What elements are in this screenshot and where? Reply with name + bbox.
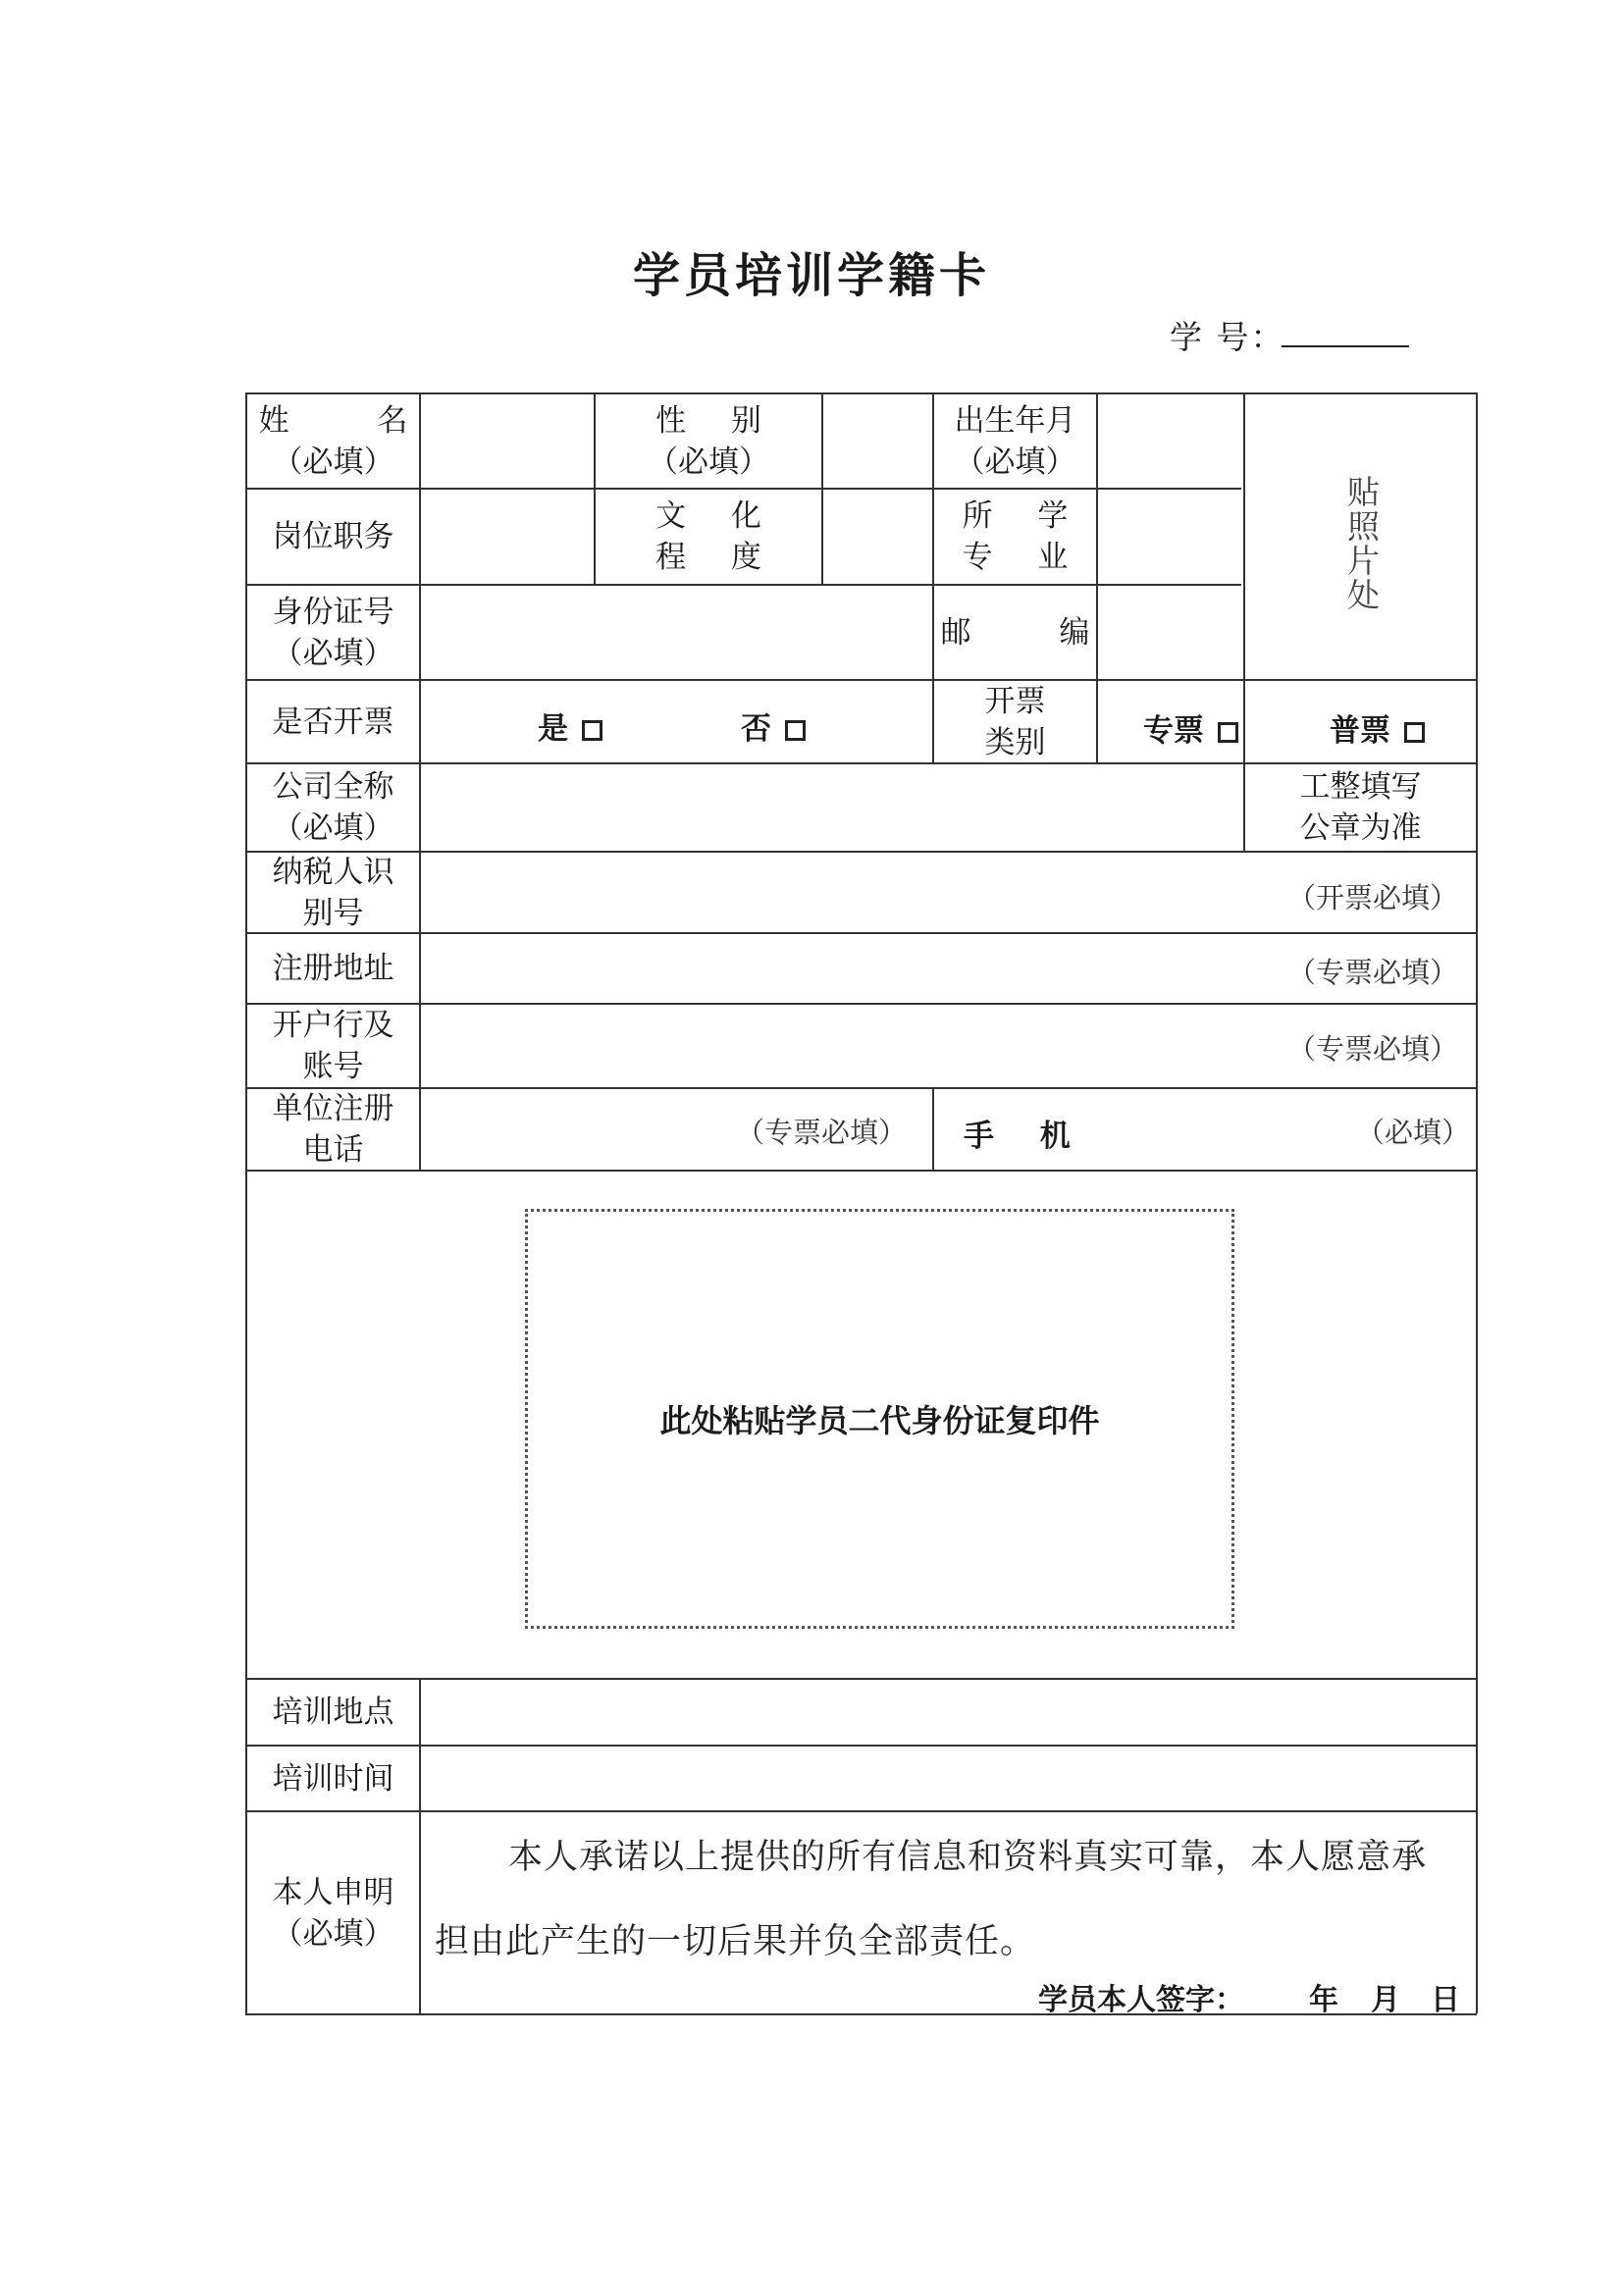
- major-input[interactable]: [1098, 490, 1243, 584]
- training-place-input[interactable]: [421, 1680, 1476, 1745]
- postcode-input[interactable]: [1098, 586, 1243, 679]
- phone-label: 单位注册 电话: [272, 1091, 394, 1168]
- student-no-label: 学 号：: [1170, 318, 1285, 356]
- invoice-no-option[interactable]: [741, 704, 806, 748]
- declaration-label: 本人申明 （必填）: [272, 1874, 394, 1952]
- training-place-label: 培训地点: [272, 1695, 394, 1730]
- invoice-normal-option[interactable]: [1330, 705, 1425, 750]
- training-time-input[interactable]: [421, 1747, 1476, 1810]
- id-copy-text: 此处粘贴学员二代身份证复印件: [659, 1402, 1100, 1439]
- training-time-label: 培训时间: [272, 1760, 394, 1797]
- position-input[interactable]: [421, 490, 594, 584]
- id-number-input[interactable]: [421, 586, 932, 679]
- signature-label: 学员本人签字：: [1038, 1983, 1244, 2017]
- major-label: 所 学 专 业: [962, 498, 1086, 575]
- address-note: （专票必填）: [1287, 956, 1459, 989]
- birth-input[interactable]: [1098, 394, 1243, 488]
- invoice-yes-option[interactable]: [538, 704, 602, 748]
- invoice-normal-label: 普票: [1330, 713, 1390, 749]
- gender-label: 性 别 （必填）: [648, 402, 779, 480]
- invoice-special-checkbox[interactable]: [1218, 722, 1238, 743]
- photo-placeholder-text: 贴照片处: [1342, 475, 1381, 612]
- mobile-label: 手 机: [964, 1119, 1088, 1154]
- invoice-normal-checkbox[interactable]: [1404, 722, 1425, 743]
- declaration-text: 本人承诺以上提供的所有信息和资料真实可靠，本人愿意承担由此产生的一切后果并负全部责任。: [435, 1838, 1428, 1961]
- invoice-no-label: 否: [741, 711, 771, 747]
- id-copy-area[interactable]: [525, 1209, 1234, 1629]
- mobile-note: （必填）: [1356, 1116, 1471, 1149]
- invoice-no-checkbox[interactable]: [785, 720, 806, 741]
- bank-note: （专票必填）: [1287, 1032, 1459, 1066]
- name-input[interactable]: [421, 394, 594, 488]
- company-input[interactable]: [421, 764, 1243, 851]
- name-label: 姓 名 （必填）: [258, 402, 447, 480]
- invoice-special-label: 专票: [1143, 713, 1204, 749]
- phone-note: （专票必填）: [736, 1116, 908, 1149]
- tax-id-label: 纳税人识 别号: [272, 854, 394, 931]
- invoice-type-label: 开票 类别: [984, 683, 1046, 760]
- gender-input[interactable]: [823, 394, 932, 488]
- invoice-special-option[interactable]: [1143, 705, 1238, 750]
- address-label: 注册地址: [272, 951, 394, 986]
- signature-day: 日: [1431, 1983, 1460, 2017]
- bank-label: 开户行及 账号: [272, 1008, 394, 1084]
- invoice-label: 是否开票: [272, 704, 394, 740]
- postcode-label: 邮 编: [940, 614, 1129, 651]
- education-input[interactable]: [823, 490, 932, 584]
- invoice-yes-label: 是: [538, 711, 568, 747]
- signature-month: 月: [1371, 1983, 1400, 2017]
- position-label: 岗位职务: [272, 519, 394, 554]
- signature-year: 年: [1309, 1983, 1338, 2017]
- tax-id-note: （开票必填）: [1287, 881, 1459, 914]
- company-note: 工整填写 公章为准: [1299, 769, 1422, 846]
- student-no-field[interactable]: [1282, 345, 1409, 347]
- id-number-label: 身份证号 （必填）: [272, 594, 394, 671]
- page-title: 学员培训学籍卡: [632, 248, 990, 303]
- company-label: 公司全称 （必填）: [272, 769, 394, 846]
- birth-label: 出生年月 （必填）: [954, 402, 1076, 480]
- invoice-yes-checkbox[interactable]: [582, 720, 602, 741]
- education-label: 文 化 程 度: [655, 498, 779, 575]
